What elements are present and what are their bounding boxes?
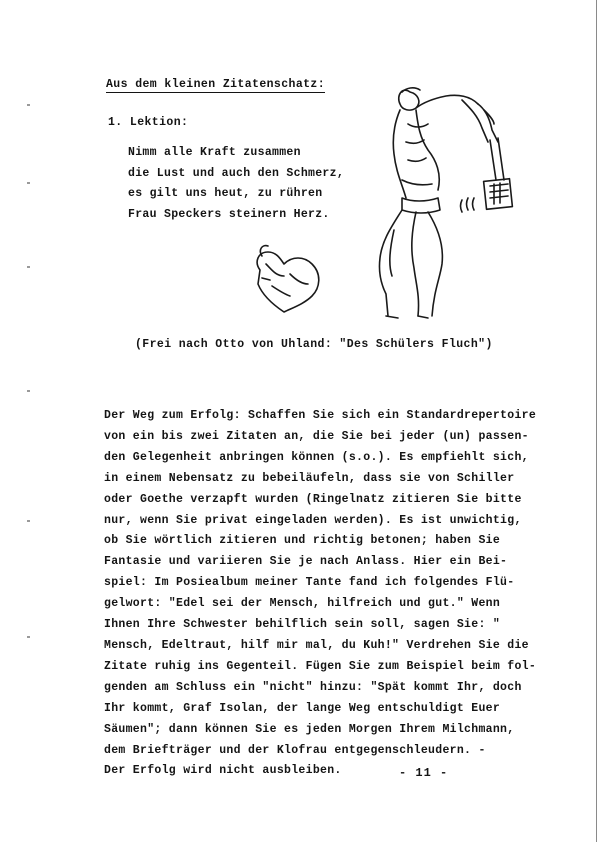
body-line: Ihr kommt, Graf Isolan, der lange Weg entschuldigt Euer (104, 701, 501, 715)
source-note: (Frei nach Otto von Uhland: "Des Schülers Fluch") (135, 338, 493, 351)
margin-mark (27, 182, 30, 184)
body-line: Ihnen Ihre Schwester behilflich sein soll, sagen Sie: " (104, 618, 501, 632)
body-line: gelwort: "Edel sei der Mensch, hilfreich und gut." Wenn (104, 597, 501, 611)
body-line: in einem Nebensatz zu bebeiläufeln, dass sie von Schiller (104, 471, 515, 485)
margin-mark (27, 266, 30, 268)
body-line: den Gelegenheit anbringen können (s.o.). Es empfiehlt sich, (104, 450, 529, 464)
body-line: spiel: Im Posiealbum meiner Tante fand ich folgendes Flü- (104, 576, 515, 590)
poem-line: es gilt uns heut, zu rühren (128, 187, 323, 200)
body-line: nur, wenn Sie privat eingeladen werden). Es ist unwichtig, (104, 513, 522, 527)
body-line: von ein bis zwei Zitaten an, die Sie bei jeder (un) passen- (104, 429, 529, 443)
body-line: oder Goethe verzapft wurden (Ringelnatz zitieren Sie bitte (104, 492, 522, 506)
section-heading: Aus dem kleinen Zitatenschatz: (106, 78, 326, 91)
body-line: Mensch, Edeltraut, hilf mir mal, du Kuh!" Verdrehen Sie die (104, 638, 529, 652)
page-edge (596, 0, 612, 842)
body-line: ob Sie wörtlich zitieren und richtig betonen; haben Sie (104, 534, 501, 548)
body-line: dem Briefträger und der Klofrau entgegenschleudern. - (104, 743, 486, 757)
stone-heart-icon (257, 246, 319, 312)
body-line: genden am Schluss ein "nicht" hinzu: "Spät kommt Ihr, doch (104, 680, 522, 694)
lesson-label: 1. Lektion: (108, 116, 189, 129)
margin-mark (27, 104, 30, 106)
strongman-hammer-icon (232, 80, 532, 325)
page-number: - 11 - (399, 766, 449, 780)
margin-mark (27, 390, 30, 392)
poem-line: die Lust und auch den Schmerz, (128, 166, 345, 180)
body-line: Der Erfolg wird nicht ausbleiben. (104, 764, 342, 778)
margin-mark (27, 636, 30, 638)
body-line: Der Weg zum Erfolg: Schaffen Sie sich ein Standardrepertoire (104, 409, 537, 422)
poem-line: Frau Speckers steinern Herz. (128, 207, 330, 221)
margin-mark (27, 520, 30, 522)
body-line: Säumen"; dann können Sie es jeden Morgen Ihrem Milchmann, (104, 722, 515, 736)
body-line: Fantasie und variieren Sie je nach Anlass. Hier ein Bei- (104, 555, 508, 569)
body-paragraph (104, 406, 554, 782)
poem-line: Nimm alle Kraft zusammen (128, 146, 301, 159)
body-line: Zitate ruhig ins Gegenteil. Fügen Sie zum Beispiel beim fol- (104, 659, 537, 673)
